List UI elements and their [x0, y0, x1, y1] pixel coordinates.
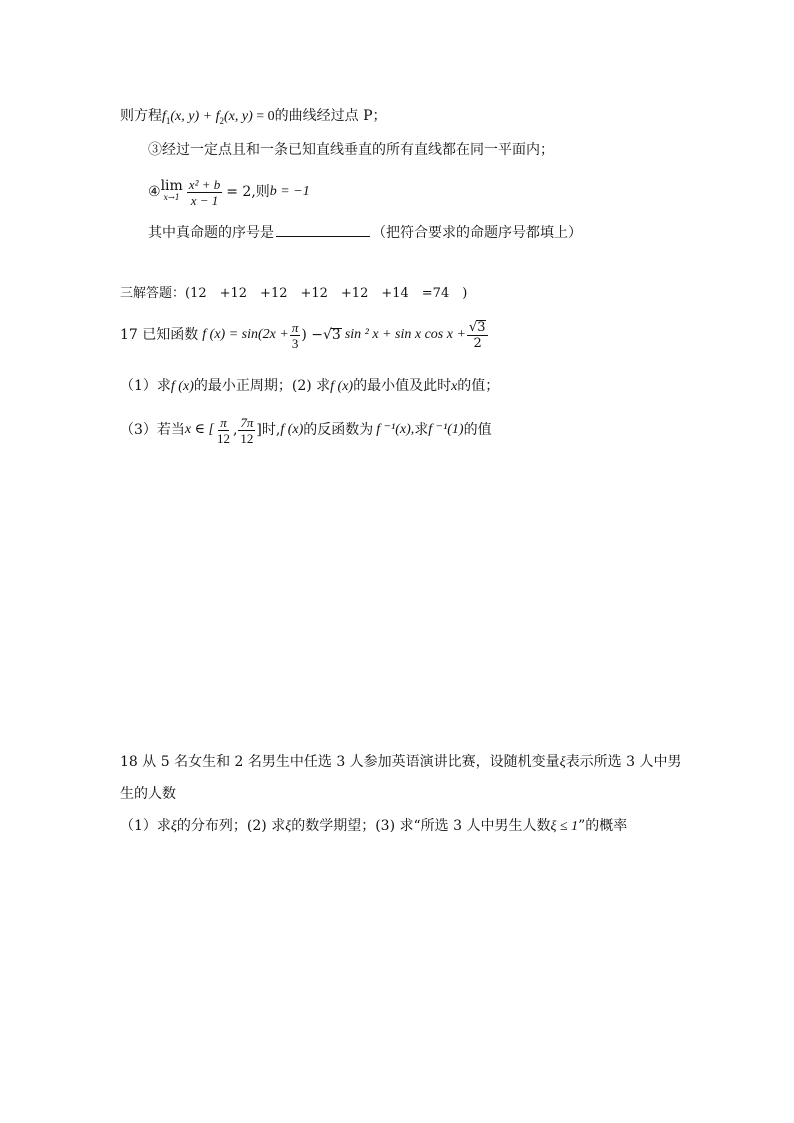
- sqrt-icon: √: [468, 319, 478, 335]
- q17-f-lhs: f (x) = sin(2x +: [202, 327, 289, 342]
- q17-p3-text-c: 的反函数为: [303, 422, 374, 438]
- q17-pi-num: π: [291, 319, 299, 335]
- q17-p3-text-e: 的值: [463, 422, 492, 438]
- limit-numerator: x² + b: [188, 176, 221, 192]
- q17-p1-fx: f (x): [170, 379, 194, 394]
- proposition-4-label: ④: [148, 184, 161, 200]
- question-18-line-2: [120, 784, 176, 804]
- limit-operator: [161, 180, 183, 204]
- q18-p2-xi: ξ: [285, 819, 292, 834]
- fill-blank-line: [148, 222, 582, 243]
- question-18-line-1: [120, 752, 682, 773]
- question-17-parts-1-2: [120, 376, 499, 397]
- q17-p3-text-d: 求: [414, 422, 429, 438]
- q17-half-num: 3: [477, 319, 486, 335]
- q18-p1-text: （1）求: [120, 818, 171, 834]
- q17-p2-text-c: 的最小值及此时: [353, 378, 452, 394]
- text-suffix: 的曲线经过点 P；: [274, 108, 387, 124]
- question-18-parts: [120, 816, 627, 837]
- q17-frac-pi-12: [215, 415, 232, 446]
- q18-text-end: 表示所选 3 人中男: [565, 754, 682, 770]
- limit-conclusion: b = −1: [269, 184, 310, 199]
- proposition-4: [148, 172, 310, 212]
- q17-mid: ) −: [301, 327, 323, 343]
- q17-frac2-den: 12: [240, 430, 254, 446]
- q18-text-2: 生的人数: [120, 786, 176, 802]
- q17-pi-den: 3: [291, 335, 299, 351]
- q17-p3-fx: f (x): [280, 422, 304, 437]
- q17-rest: sin ² x + sin x cos x +: [344, 327, 466, 342]
- q18-p2-end: 的数学期望；(3) 求“所选 3 人中男生人数: [291, 818, 551, 834]
- section-heading: [120, 284, 467, 304]
- limit-after: = 2,则: [226, 184, 270, 200]
- q17-frac1-den: 12: [216, 430, 230, 446]
- q17-p3-finv: f ⁻¹(x),: [376, 422, 415, 437]
- q18-p3-end: ”的概率: [578, 818, 628, 834]
- text-line-curve: [120, 106, 387, 127]
- limit-fraction: [187, 177, 222, 208]
- q17-frac-7pi-12: [238, 415, 255, 446]
- text-prefix: 则方程: [120, 108, 162, 124]
- q18-text: 18 从 5 名女生和 2 名男生中任选 3 人参加英语演讲比赛，设随机变量: [120, 754, 560, 770]
- q18-p1-xi: ξ: [170, 819, 177, 834]
- q17-p1-text: （1）求: [120, 378, 171, 394]
- section-heading-text: 三解答题：(12 +12 +12 +12 +12 +14 =74 ): [120, 286, 468, 301]
- math-equation: $f_1(x$, $y) + f_2(x$, y) = 0: [162, 109, 275, 126]
- q17-p2-fx: f (x): [330, 379, 354, 394]
- question-17: [120, 312, 489, 358]
- limit-denominator: x − 1: [190, 192, 219, 208]
- q17-frac1-num: π: [220, 414, 227, 430]
- q17-p3-x: x ∈ [: [184, 422, 214, 437]
- q17-p2-text-d: 的值；: [457, 378, 500, 394]
- q17-sqrt3-over-2: [467, 320, 489, 351]
- q18-xi: ξ: [559, 755, 566, 770]
- q17-half-den: 2: [473, 335, 482, 351]
- q17-p1-text-b: 的最小正周期；(2) 求: [193, 378, 331, 394]
- question-17-part-3: （3）若当 x ∈ [ $\frac{\pi}{12}$ , $\frac{7\pi}{12}$ ]时, f (x) 的反函数为 f ⁻¹(x), 求 f ⁻¹(1) 的值: [120, 414, 492, 446]
- proposition-3: [148, 140, 554, 160]
- q17-label: 17 已知函数: [120, 327, 199, 343]
- q18-p3-cond: ξ ≤ 1: [550, 819, 579, 834]
- q17-sqrt3: 3: [331, 327, 341, 343]
- proposition-3-text: ③经过一定点且和一条已知直线垂直的所有直线都在同一平面内；: [148, 142, 554, 158]
- q17-p3-finv1: f ⁻¹(1): [428, 422, 464, 437]
- q17-p3-text-b: ]时,: [256, 422, 281, 438]
- lim-word: lim: [160, 178, 183, 194]
- answer-blank[interactable]: [276, 222, 370, 237]
- sqrt-icon: √: [322, 327, 332, 343]
- fill-prefix: 其中真命题的序号是: [148, 225, 274, 241]
- q17-p2-x: x: [451, 379, 458, 394]
- q18-p1-end: 的分布列；(2) 求: [176, 818, 286, 834]
- fill-suffix: （把符合要求的命题序号都填上）: [372, 225, 582, 241]
- q17-pi-over-3: [290, 320, 301, 351]
- q17-p3-text: （3）若当: [120, 422, 185, 438]
- q17-frac2-num: 7π: [240, 414, 254, 430]
- lim-under: x→1: [163, 193, 180, 202]
